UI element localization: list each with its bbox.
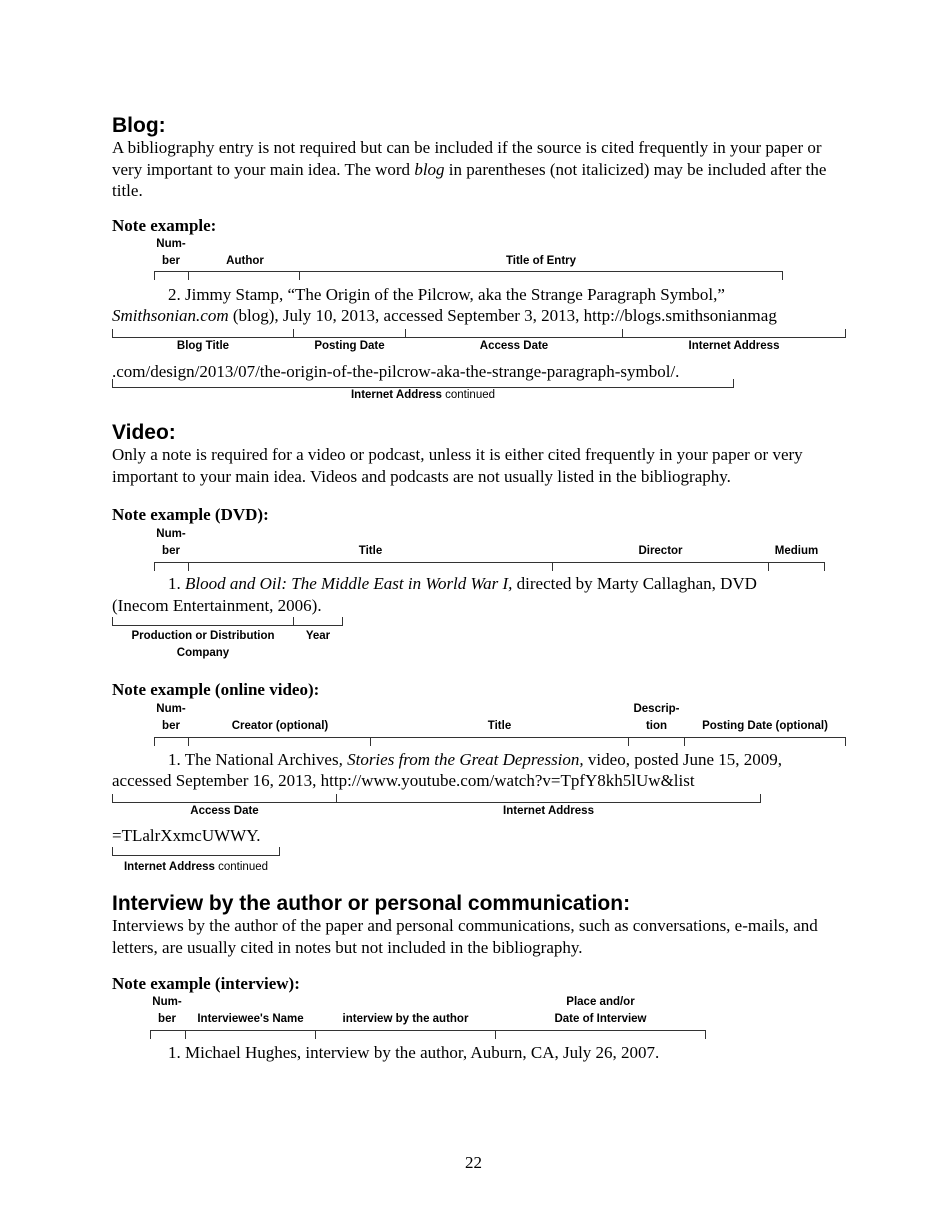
interview-note-line-1: 1. Michael Hughes, interview by the author, Auburn, CA, July 26, 2007. <box>168 1043 660 1062</box>
blog-note-line-3: .com/design/2013/07/the-origin-of-the-pilcrow-aka-the-strange-paragraph-symbol/. <box>112 362 680 381</box>
dvd-label-year: Year <box>305 630 331 642</box>
dvd-label-medium: Medium <box>774 545 819 557</box>
blog-description <box>112 137 842 202</box>
blog-label-title: Title of Entry <box>505 255 577 267</box>
online-label-creator: Creator (optional) <box>231 720 329 732</box>
online-label-number: Num- ber <box>156 703 186 732</box>
interview-label-number: Num- ber <box>152 996 182 1025</box>
dvd-bracket-company <box>112 617 294 626</box>
online-bracket-posting-date <box>684 737 846 746</box>
blog-note-line-1: 2. Jimmy Stamp, “The Origin of the Pilcrow, aka the Strange Paragraph Symbol,” <box>168 285 725 304</box>
online-note-line-1: 1. The National Archives, Stories from the Great Depression, video, posted June 15, 2009, <box>168 750 782 769</box>
online-bracket-internet-address <box>336 794 761 803</box>
blog-note-line-2-rest: (blog), July 10, 2013, accessed September 3, 2013, http://blogs.smithsonianmag <box>228 306 777 325</box>
online-video-note-example-heading: Note example (online video): <box>112 680 320 699</box>
blog-note-line-2 <box>112 306 777 326</box>
interview-bracket-name <box>185 1030 316 1039</box>
dvd-label-number: Num- ber <box>156 528 186 557</box>
blog-label-author: Author <box>226 255 264 267</box>
interview-bracket-number <box>150 1030 186 1039</box>
blog-note-site-title: Smithsonian.com <box>112 306 229 325</box>
blog-label-address-continued: Internet Address continued <box>350 389 496 401</box>
online-bracket-description <box>628 737 685 746</box>
dvd-label-director: Director <box>638 545 683 557</box>
online-label-address-continued: Internet Address continued <box>123 861 269 873</box>
video-heading: Video: <box>112 421 176 444</box>
online-label-title: Title <box>487 720 512 732</box>
blog-note-example-heading: Note example: <box>112 216 217 235</box>
online-label-description: Descrip- tion <box>633 703 680 732</box>
blog-description-italic: blog <box>414 159 445 179</box>
blog-bracket-posting-date <box>293 329 406 338</box>
dvd-label-company: Production or Distribution Company <box>131 630 275 659</box>
blog-bracket-author <box>188 271 300 280</box>
dvd-note-title: Blood and Oil: The Middle East in World War I, <box>185 574 513 593</box>
online-bracket-address-continued <box>112 847 280 856</box>
dvd-bracket-medium <box>768 562 825 571</box>
interview-heading: Interview by the author or personal communication: <box>112 892 631 915</box>
dvd-note-example-heading: Note example (DVD): <box>112 505 269 524</box>
interview-bracket-place-date <box>495 1030 706 1039</box>
dvd-label-title: Title <box>358 545 383 557</box>
online-label-access-date: Access Date <box>190 805 259 817</box>
online-note-line-2: accessed September 16, 2013, http://www.youtube.com/watch?v=TpfY8kh5lUw&list <box>112 771 695 790</box>
interview-description: Interviews by the author of the paper and personal communications, such as conversations, e-mails, and letters, are usually cited in notes but not included in the bibliography. <box>112 916 818 957</box>
blog-label-internet-address: Internet Address <box>688 340 780 352</box>
blog-label-blog-title: Blog Title <box>176 340 230 352</box>
dvd-bracket-director <box>552 562 769 571</box>
interview-bracket-by-author <box>315 1030 496 1039</box>
blog-label-access-date: Access Date <box>479 340 549 352</box>
blog-bracket-access-date <box>405 329 623 338</box>
blog-bracket-internet-address <box>622 329 846 338</box>
online-note-title: , Stories from the Great Depression, <box>338 750 584 769</box>
interview-label-name: Interviewee's Name <box>197 1013 304 1025</box>
online-bracket-access-date <box>112 794 337 803</box>
dvd-note-line-1: 1. Blood and Oil: The Middle East in World War I, directed by Marty Callaghan, DVD <box>168 574 757 593</box>
online-bracket-title <box>370 737 629 746</box>
blog-bracket-blog-title <box>112 329 294 338</box>
blog-description-part1: A bibliography entry is not required but can be included if the source is cited frequently in your paper or very important to your main idea. The word <box>112 138 822 179</box>
interview-label-by-author: interview by the author <box>342 1013 469 1025</box>
dvd-bracket-year <box>293 617 343 626</box>
dvd-note-line-2: (Inecom Entertainment, 2006). <box>112 596 322 615</box>
blog-bracket-title <box>299 271 783 280</box>
online-note-line-3: =TLalrXxmcUWWY. <box>112 826 261 845</box>
blog-heading: Blog: <box>112 114 166 137</box>
video-description: Only a note is required for a video or podcast, unless it is either cited frequently in your paper or very important to your main idea. Videos and podcasts are not usually listed in the bibliography. <box>112 445 803 486</box>
blog-bracket-number <box>154 271 189 280</box>
online-bracket-creator <box>188 737 371 746</box>
blog-label-posting-date: Posting Date <box>314 340 385 352</box>
online-bracket-number <box>154 737 189 746</box>
dvd-bracket-number <box>154 562 189 571</box>
blog-description-part2: in parentheses (not italicized) may be included after the title. <box>112 159 827 200</box>
online-label-internet-address: Internet Address <box>503 805 594 817</box>
page-number: 22 <box>465 1153 482 1172</box>
dvd-bracket-title <box>188 562 553 571</box>
interview-note-example-heading: Note example (interview): <box>112 974 300 993</box>
online-label-posting-date: Posting Date (optional) <box>702 720 828 732</box>
interview-label-place-date: Place and/or Date of Interview <box>554 996 647 1025</box>
blog-label-number: Num- ber <box>156 238 186 267</box>
